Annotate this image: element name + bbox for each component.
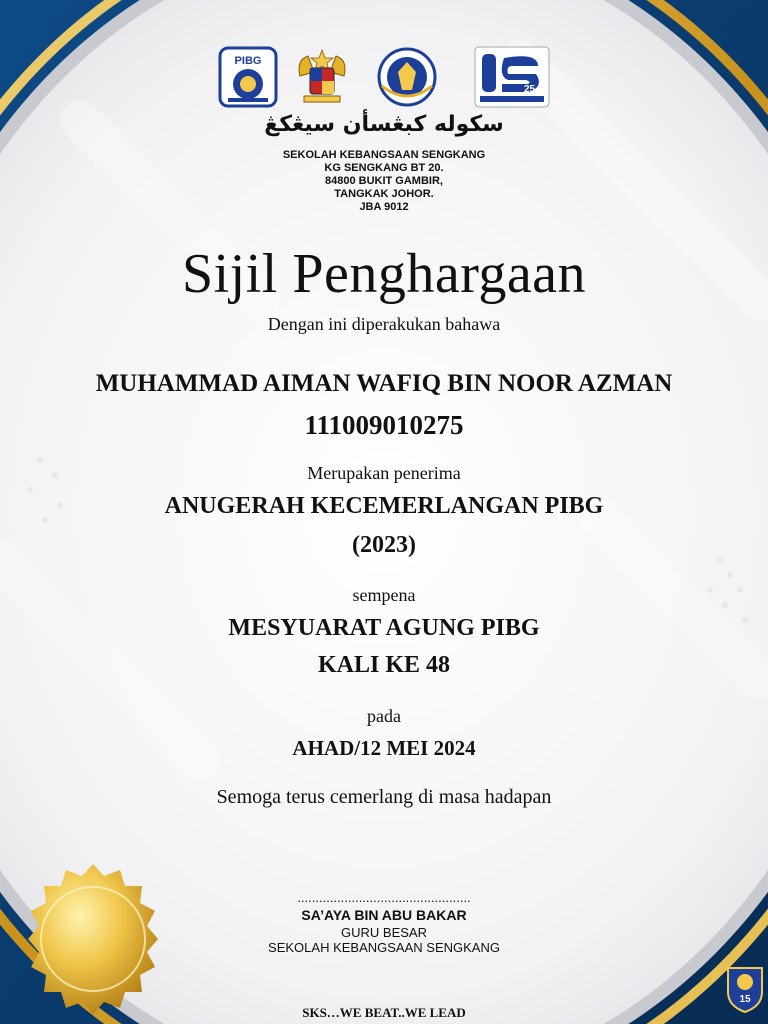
pibg-logo — [218, 46, 278, 108]
svg-text:PIBG: PIBG — [234, 55, 262, 67]
event-date: AHAD/12 MEI 2024 — [292, 736, 476, 760]
intro-text: Dengan ini diperakukan bahawa — [267, 314, 501, 334]
signature-line: ................................................ — [297, 890, 471, 905]
occasion-intro: sempena — [352, 585, 416, 605]
jpn-johor-logo — [376, 46, 436, 108]
award-year: (2023) — [352, 532, 416, 558]
address-line: JBA 9012 — [359, 201, 409, 213]
date-intro: pada — [367, 706, 401, 726]
school-name-jawi: سکوله کبڠسأن سيڠکڠ — [264, 112, 504, 137]
address-line: SEKOLAH KEBANGSAAN SENGKANG — [282, 149, 486, 161]
svg-text:25: 25 — [524, 84, 536, 95]
address-line: 84800 BUKIT GAMBIR, — [325, 175, 443, 187]
signatory-name: SA’AYA BIN ABU BAKAR — [301, 907, 467, 923]
malaysia-coat-of-arms-icon — [292, 46, 352, 108]
recipient-name: MUHAMMAD AIMAN WAFIQ BIN NOOR AZMAN — [95, 370, 673, 397]
school-badge-icon — [724, 962, 766, 1014]
school-motto: SKS…WE BEAT..WE LEAD — [302, 1005, 466, 1020]
signatory-school: SEKOLAH KEBANGSAAN SENGKANG — [268, 940, 500, 955]
kpm-25-logo — [474, 46, 550, 108]
certificate-title: Sijil Penghargaan — [181, 243, 587, 305]
award-name: ANUGERAH KECEMERLANGAN PIBG — [164, 493, 604, 519]
address-line: KG SENGKANG BT 20. — [324, 162, 444, 174]
logo-row — [216, 46, 552, 110]
occasion-line2: KALI KE 48 — [317, 652, 451, 678]
svg-text:15: 15 — [739, 994, 751, 1005]
signatory-position: GURU BESAR — [341, 925, 427, 940]
wish-text: Semoga terus cemerlang di masa hadapan — [216, 786, 552, 808]
school-address — [0, 149, 768, 214]
recipient-id: 111009010275 — [304, 410, 464, 440]
occasion-line1: MESYUARAT AGUNG PIBG — [228, 615, 540, 641]
address-line: TANGKAK JOHOR. — [334, 188, 434, 200]
gold-seal-icon — [14, 860, 172, 1018]
award-intro: Merupakan penerima — [307, 463, 461, 483]
